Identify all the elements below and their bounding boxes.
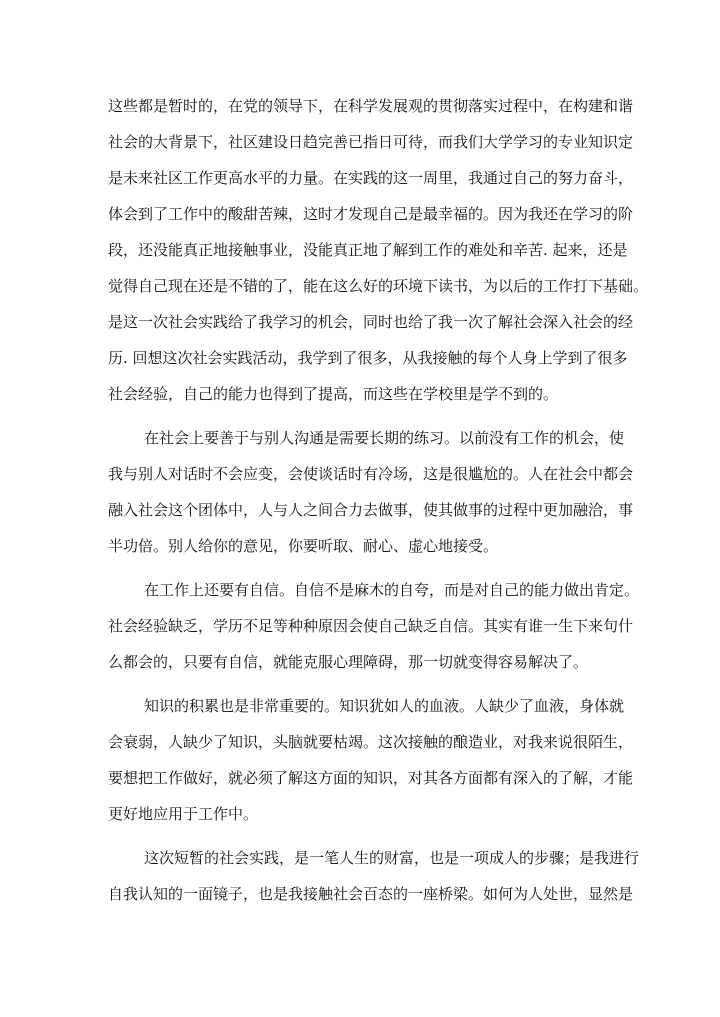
text-line: 段，还没能真正地接触事业，没能真正地了解到工作的难处和辛苦. 起来，还是 — [108, 241, 628, 259]
paragraph-3 — [108, 572, 640, 680]
text-line: 会衰弱，人缺少了知识，头脑就要枯竭。这次接触的酿造业，对我来说很陌生， — [108, 733, 634, 751]
text-line: 在工作上还要有自信。自信不是麻木的自夸，而是对自己的能力做出肯定。 — [144, 581, 640, 599]
text-line: 是这一次社会实践给了我学习的机会，同时也给了我一次了解社会深入社会的经 — [108, 313, 634, 331]
text-line: 历. 回想这次社会实践活动，我学到了很多，从我接触的每个人身上学到了很多 — [108, 349, 628, 367]
text-line: 是未来社区工作更高水平的力量。在实践的这一周里，我通过自己的努力奋斗， — [108, 169, 634, 187]
text-line: 这些都是暂时的，在党的领导下，在科学发展观的贯彻落实过程中，在构建和谐 — [108, 97, 634, 115]
paragraph-2 — [108, 420, 634, 564]
text-line: 融入社会这个团体中，人与人之间合力去做事，使其做事的过程中更加融洽，事 — [108, 501, 634, 519]
text-line: 社会的大背景下，社区建设日趋完善已指日可待，而我们大学学习的专业知识定 — [108, 133, 634, 151]
text-line: 么都会的，只要有自信，就能克服心理障碍，那一切就变得容易解决了。 — [108, 653, 589, 671]
text-line: 更好地应用于工作中。 — [108, 805, 259, 823]
text-line: 体会到了工作中的酸甜苦辣，这时才发现自己是最幸福的。因为我还在学习的阶 — [108, 205, 634, 223]
document-body — [108, 88, 649, 912]
paragraph-1 — [108, 88, 649, 412]
text-line: 这次短暂的社会实践，是一笔人生的财富，也是一项成人的步骤；是我进行 — [144, 849, 640, 867]
paragraph-4 — [108, 688, 634, 832]
text-line: 在社会上要善于与别人沟通是需要长期的练习。以前没有工作的机会，使 — [144, 429, 625, 447]
text-line: 自我认知的一面镜子，也是我接触社会百态的一座桥梁。如何为人处世，显然是 — [108, 885, 634, 903]
paragraph-gap — [108, 412, 598, 420]
text-line: 半功倍。别人给你的意见，你要听取、耐心、虚心地接受。 — [108, 537, 499, 555]
text-line: 我与别人对话时不会应变，会使谈话时有冷场，这是很尴尬的。人在社会中都会 — [108, 465, 634, 483]
text-line: 社会经验，自己的能力也得到了提高，而这些在学校里是学不到的。 — [108, 385, 559, 403]
paragraph-5 — [108, 840, 640, 912]
text-line: 知识的积累也是非常重要的。知识犹如人的血液。人缺少了血液，身体就 — [144, 697, 625, 715]
text-line: 社会经验缺乏，学历不足等种种原因会使自己缺乏自信。其实有谁一生下来句什 — [108, 617, 634, 635]
text-line: 觉得自己现在还是不错的了，能在这么好的环境下读书，为以后的工作打下基础。 — [108, 277, 649, 295]
paragraph-gap — [108, 832, 598, 840]
paragraph-gap — [108, 680, 598, 688]
paragraph-gap — [108, 564, 598, 572]
text-line: 要想把工作做好，就必须了解这方面的知识，对其各方面都有深入的了解，才能 — [108, 769, 634, 787]
